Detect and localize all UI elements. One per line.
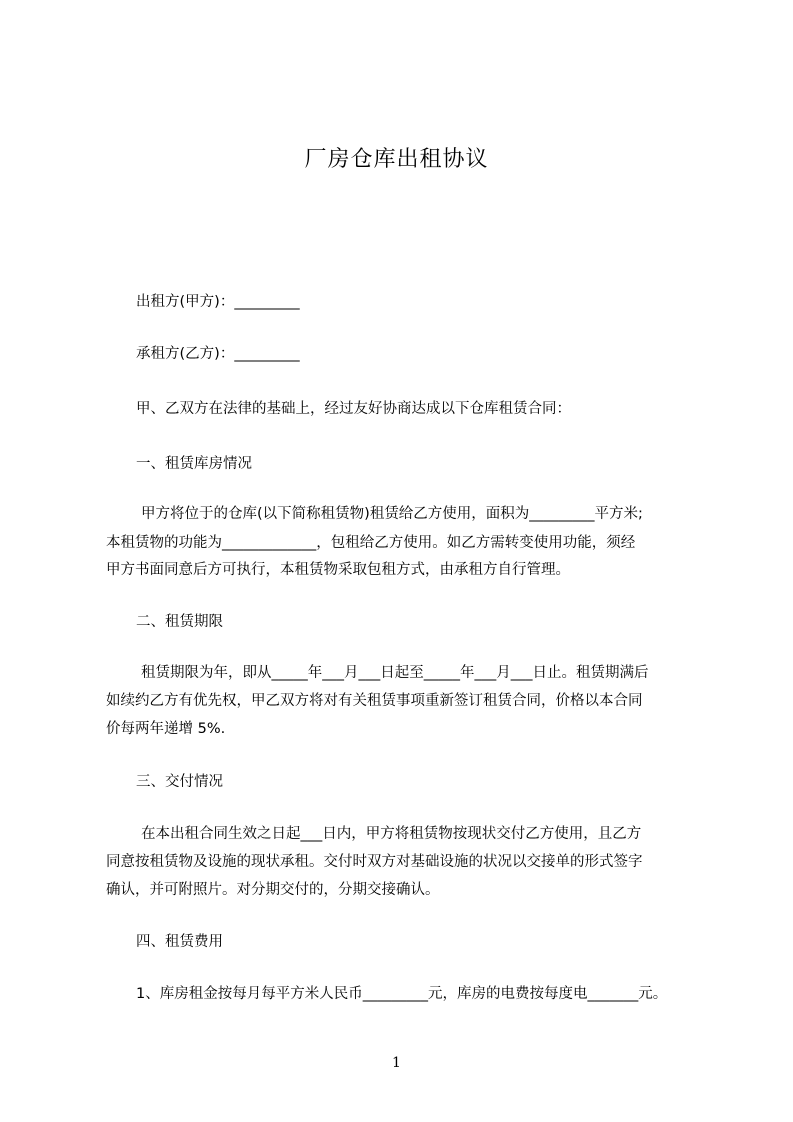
paragraph-line: 确认，并可附照片。对分期交付的，分期交接确认。 bbox=[106, 882, 440, 898]
paragraph-line: 在本出租合同生效之日起___日内，甲方将租赁物按现状交付乙方使用，且乙方 bbox=[141, 826, 642, 842]
paragraph-line: 价每两年递增 5%. bbox=[106, 721, 226, 737]
paragraph-line: 甲方书面同意后方可执行，本租赁物采取包租方式，由承租方自行管理。 bbox=[106, 562, 570, 578]
paragraph-line: 租赁期限为年，即从_____年___月___日起至_____年___月___日止。租赁期满后 bbox=[141, 665, 649, 681]
section-heading: 二、租赁期限 bbox=[136, 614, 223, 630]
page-number: 1 bbox=[392, 1055, 401, 1071]
lessor-line: 出租方(甲方)：_________ bbox=[136, 294, 300, 310]
paragraph-line: 同意按租赁物及设施的现状承租。交付时双方对基础设施的状况以交接单的形式签字 bbox=[106, 854, 643, 870]
section-heading: 四、租赁费用 bbox=[136, 934, 223, 950]
paragraph-line: 1、库房租金按每月每平方米人民币_________元，库房的电费按每度电_______元。 bbox=[136, 986, 668, 1002]
paragraph-line: 如续约乙方有优先权，甲乙双方将对有关租赁事项重新签订租赁合同，价格以本合同 bbox=[106, 693, 643, 709]
lessee-line: 承租方(乙方)：_________ bbox=[136, 346, 300, 362]
document-title: 厂房仓库出租协议 bbox=[304, 147, 489, 172]
section-heading: 三、交付情况 bbox=[136, 774, 223, 790]
section-heading: 一、租赁库房情况 bbox=[136, 456, 252, 472]
paragraph-line: 本租赁物的功能为_____________，包租给乙方使用。如乙方需转变使用功能，须经 bbox=[106, 535, 636, 551]
paragraph-line: 甲方将位于的仓库(以下简称租赁物)租赁给乙方使用，面积为_________平方米; bbox=[141, 506, 643, 522]
intro-paragraph: 甲、乙双方在法律的基础上，经过友好协商达成以下仓库租赁合同： bbox=[136, 401, 571, 417]
